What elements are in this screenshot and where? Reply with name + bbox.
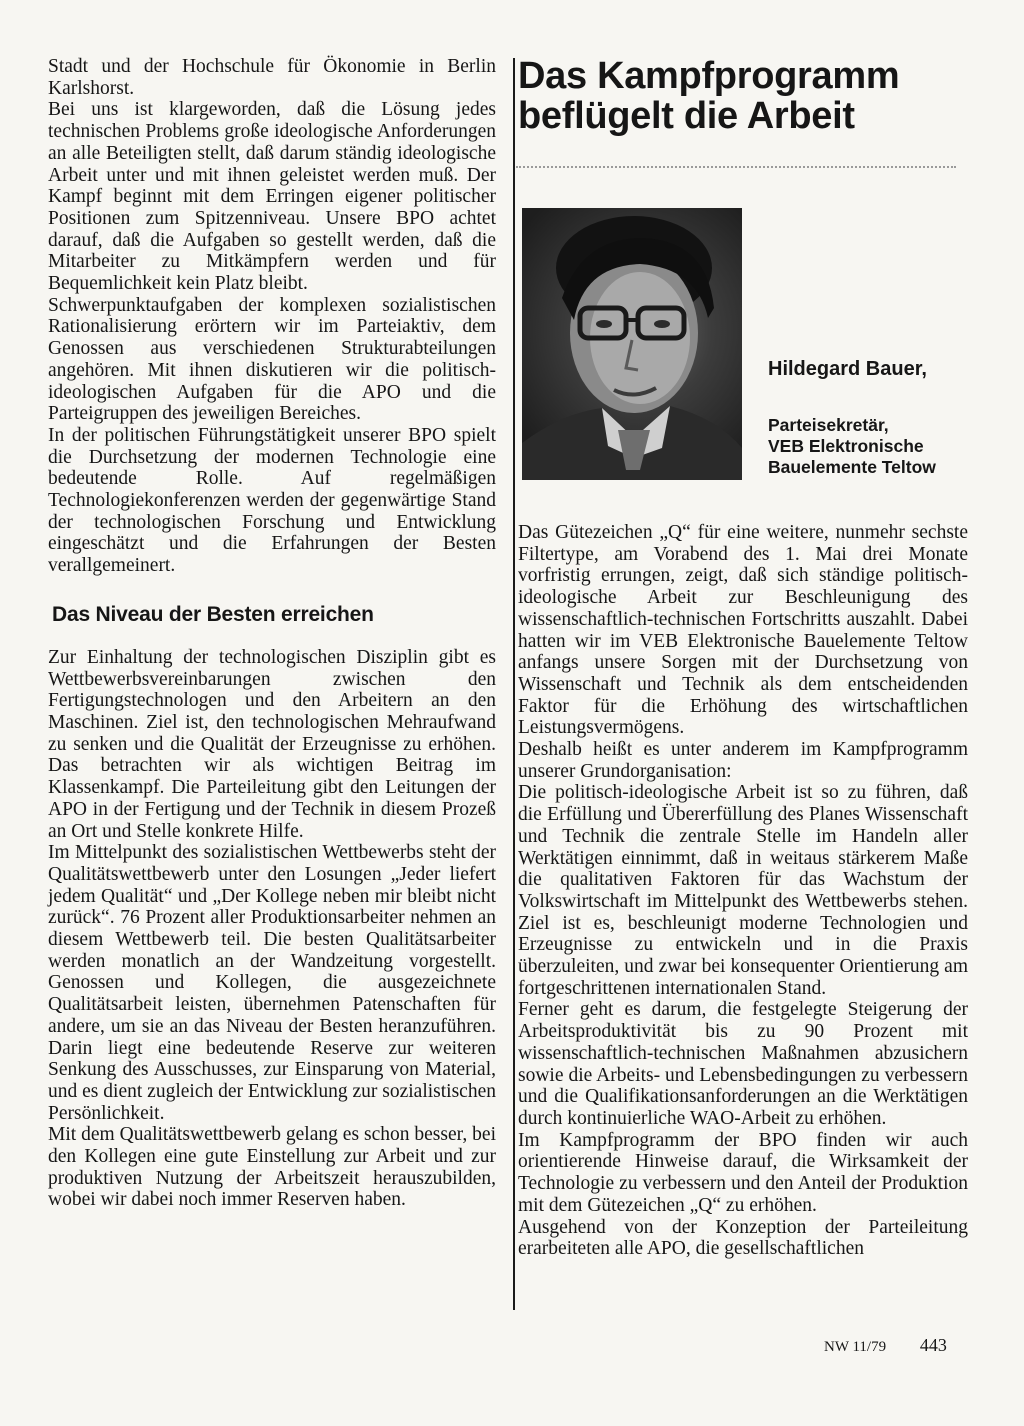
portrait-illustration: [522, 208, 742, 480]
left-paragraph-6: Im Mittelpunkt des sozialistischen Wettbewerbs steht der Qualitätswettbewerb unter den Losungen „Jeder liefert jedem Qualität“ und „Der Kollege neben mir bleibt nicht zurück“. 76 Prozent aller Produktionsarbeiter nehmen an diesem Wettbewerb teil. Die besten Qualitätsarbeiter werden monatlich an der Wandzeitung vorgestellt. Genossen und Kollegen, die ausgezeichnete Qualitätsarbeit leisten, übernehmen Patenschaften für andere, um sie an das Niveau der Besten heranzuführen. Darin liegt eine bedeutende Reserve zur weiteren Senkung des Ausschusses, zur Einsparung von Material, und es dient zugleich der Entwicklung zur sozialistischen Persönlichkeit.: [48, 842, 496, 1124]
right-body: [518, 522, 968, 1260]
left-paragraph-2: Bei uns ist klargeworden, daß die Lösung jedes technischen Problems große ideologische Anforderungen an alle Beteiligten stellt, daß darum ständig ideologische Arbeit unter und mit ihnen geleistet werden muß. Der Kampf beginnt mit dem Erringen eigener politischer Positionen zum Spitzenniveau. Unsere BPO achtet darauf, daß die Aufgaben so gestellt werden, daß die Mitarbeiter zu Mitkämpfern werden und für Bequemlichkeit kein Platz bleibt.: [48, 99, 496, 295]
right-paragraph-1: Das Gütezeichen „Q“ für eine weitere, nunmehr sechste Filtertype, am Vorabend des 1. Mai drei Monate vorfristig errungen, zeigt, daß sich ständige politisch-ideologische Arbeit zur Beschleunigung des wissenschaftlich-technischen Fortschritts auszahlt. Dabei hatten wir im VEB Elektronische Bauelemente Teltow anfangs unsere Sorgen mit der Durchsetzung von Wissenschaft und Technik als dem entscheidenden Faktor für die Erhöhung des wirtschaftlichen Leistungsvermögens.: [518, 522, 968, 739]
section-subheading: Das Niveau der Besten erreichen: [52, 602, 374, 626]
left-paragraph-3: Schwerpunktaufgaben der komplexen sozialistischen Rationalisierung erörtern wir im Parteiaktiv, dem Genossen aus verschiedenen Strukturabteilungen angehören. Mit ihnen diskutieren wir die politisch-ideologischen Aufgaben für die APO und die Parteigruppen des jeweiligen Bereiches.: [48, 294, 496, 425]
page-number: 443: [919, 1335, 947, 1355]
page-footer: [824, 1335, 947, 1356]
right-column: [518, 55, 972, 1260]
left-paragraph-5: Zur Einhaltung der technologischen Disziplin gibt es Wettbewerbsvereinbarungen zwischen den Fertigungstechnologen und den Arbeitern an den Maschinen. Ziel ist, den technologischen Mehraufwand zu senken und die Qualität der Erzeugnisse zu erhöhen. Das betrachten wir als wichtigen Beitrag im Klassenkampf. Die Parteileitung gibt den Leitungen der APO in der Fertigung und der Technik in diesem Prozeß an Ort und Stelle konkrete Hilfe.: [48, 646, 496, 842]
portrait-block: [522, 208, 972, 496]
right-paragraph-5: Im Kampfprogramm der BPO finden wir auch orientierende Hinweise darauf, die Wirksamkeit der Technologie zu verbessern und den Anteil der Produktion mit dem Gütezeichen „Q“ zu erhöhen.: [518, 1129, 968, 1216]
portrait-photo: [522, 208, 742, 480]
caption-role-line-1: Parteisekretär,: [768, 415, 889, 435]
right-paragraph-3: Die politisch-ideologische Arbeit ist so zu führen, daß die Erfüllung und Übererfüllung des Planes Wissenschaft und Technik die zentrale Stelle im Handeln aller Werktätigen einnimmt, daß in weitaus stärkerem Maße die qualitativen Faktoren für das Wachstum der Volkswirtschaft im Mittelpunkt des Wettbewerbs stehen. Ziel ist es, beschleunigt moderne Technologien und Erzeugnisse zu entwickeln und in die Praxis überzuleiten, und zwar bei konsequenter Orientierung am fortgeschrittenen internationalen Stand.: [518, 782, 968, 999]
issue-label: NW 11/79: [824, 1339, 887, 1355]
right-paragraph-2: Deshalb heißt es unter anderem im Kampfprogramm unserer Grundorganisation:: [518, 739, 968, 782]
left-column: [48, 56, 496, 1211]
portrait-caption: [768, 358, 988, 478]
caption-name: Hildegard Bauer,: [768, 358, 927, 380]
article-headline: Das Kampfprogramm beflügelt die Arbeit: [518, 55, 900, 137]
headline-rule: [516, 166, 956, 168]
caption-role-line-2: VEB Elektronische: [768, 436, 924, 456]
right-paragraph-6: Ausgehend von der Konzeption der Parteileitung erarbeiteten alle APO, die gesellschaftlichen: [518, 1216, 968, 1260]
left-paragraph-1: Stadt und der Hochschule für Ökonomie in Berlin Karlshorst.: [48, 56, 496, 99]
column-divider: [513, 58, 515, 1310]
left-paragraph-4: In der politischen Führungstätigkeit unserer BPO spielt die Durchsetzung der modernen Technologie eine bedeutende Rolle. Auf regelmäßigen Technologiekonferenzen werden der gegenwärtige Stand der technologischen Forschung und Entwicklung eingeschätzt und die Erfahrungen der Besten verallgemeinert.: [48, 424, 496, 577]
caption-role-line-3: Bauelemente Teltow: [768, 457, 936, 477]
left-paragraph-7: Mit dem Qualitätswettbewerb gelang es schon besser, bei den Kollegen eine gute Einstellung zur Arbeit und zur produktiven Nutzung der Arbeitszeit herauszubilden, wobei wir dabei noch immer Reserven haben.: [48, 1124, 496, 1211]
right-paragraph-4: Ferner geht es darum, die festgelegte Steigerung der Arbeitsproduktivität bis zu 90 Prozent mit wissenschaftlich-technischen Maßnahmen abzusichern sowie die Arbeits- und Lebensbedingungen zu verbessern und die Qualifikationsanforderungen an die Werktätigen durch kontinuierliche WAO-Arbeit zu erhöhen.: [518, 999, 968, 1129]
